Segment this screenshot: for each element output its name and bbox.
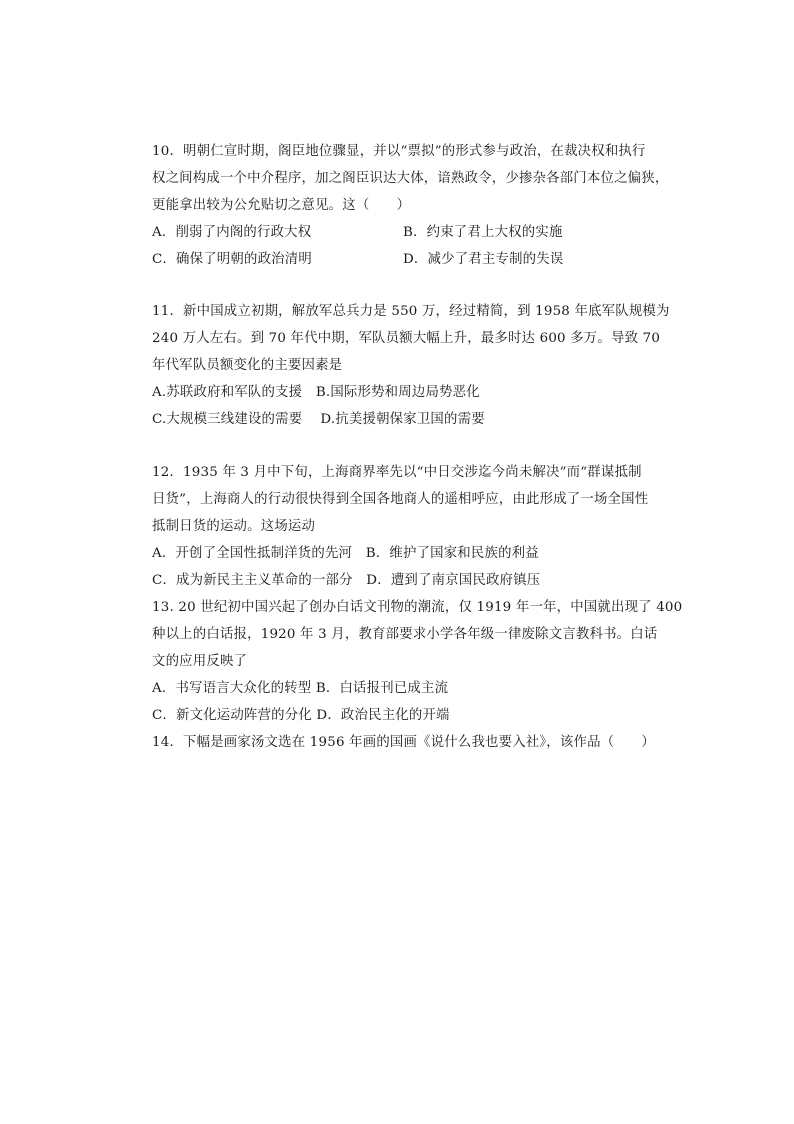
q11-options-line-2: C.大规模三线建设的需要 D.抗美援朝保家卫国的需要 xyxy=(152,412,485,427)
q13-stem-line-2: 种以上的白话报，1920 年 3 月，教育部要求小学各年级一律废除文言教科书。白话 xyxy=(152,627,658,642)
q13-stem-line-1: 13. 20 世纪初中国兴起了创办白话文刊物的潮流，仅 1919 年一年，中国就出现了 400 xyxy=(152,600,683,615)
q13-options-line-1: A．书写语言大众化的转型 B．白话报刊已成主流 xyxy=(152,681,449,696)
q10-option-c: C．确保了明朝的政治清明 xyxy=(152,252,312,267)
q12-stem-line-2: 日货”，上海商人的行动很快得到全国各地商人的遥相呼应，由此形成了一场全国性 xyxy=(152,492,649,507)
q11-options-line-1: A.苏联政府和军队的支援 B.国际形势和周边局势恶化 xyxy=(152,385,480,400)
q10-stem-line-1: 10．明朝仁宣时期，阁臣地位骤显，并以“票拟”的形式参与政治，在裁决权和执行 xyxy=(152,144,646,159)
q14-stem-line-1: 14．下幅是画家汤文选在 1956 年画的国画《说什么我也要入社》，该作品（ ） xyxy=(152,735,656,750)
q10-stem-line-2: 权之间构成一个中介程序，加之阁臣识达大体，谙熟政令，少掺杂各部门本位之偏狭， xyxy=(152,171,669,186)
q10-option-d: D．减少了君主专制的失误 xyxy=(403,252,564,267)
q11-stem-line-1: 11．新中国成立初期，解放军总兵力是 550 万，经过精简，到 1958 年底军队规模为 xyxy=(152,304,670,319)
q10-option-b: B．约束了君上大权的实施 xyxy=(403,225,563,240)
q12-options-line-2: C．成为新民主主义革命的一部分 D．遭到了南京国民政府镇压 xyxy=(152,573,541,588)
q10-option-a: A．削弱了内阁的行政大权 xyxy=(152,225,312,240)
q12-stem-line-1: 12．1935 年 3 月中下旬，上海商界率先以“中日交涉迄今尚未解决”而“群谋抵制 xyxy=(152,465,642,480)
q12-stem-line-3: 抵制日货的运动。这场运动 xyxy=(152,519,316,534)
q13-stem-line-3: 文的应用反映了 xyxy=(152,654,248,669)
q13-options-line-2: C．新文化运动阵营的分化 D．政治民主化的开端 xyxy=(152,708,450,723)
q12-options-line-1: A．开创了全国性抵制洋货的先河 B．维护了国家和民族的利益 xyxy=(152,546,539,561)
q11-stem-line-3: 年代军队员额变化的主要因素是 xyxy=(152,358,343,373)
q11-stem-line-2: 240 万人左右。到 70 年代中期，军队员额大幅上升，最多时达 600 多万。导致 70 xyxy=(152,331,661,346)
q10-stem-line-3: 更能拿出较为公允贴切之意见。这（ ） xyxy=(152,198,411,213)
